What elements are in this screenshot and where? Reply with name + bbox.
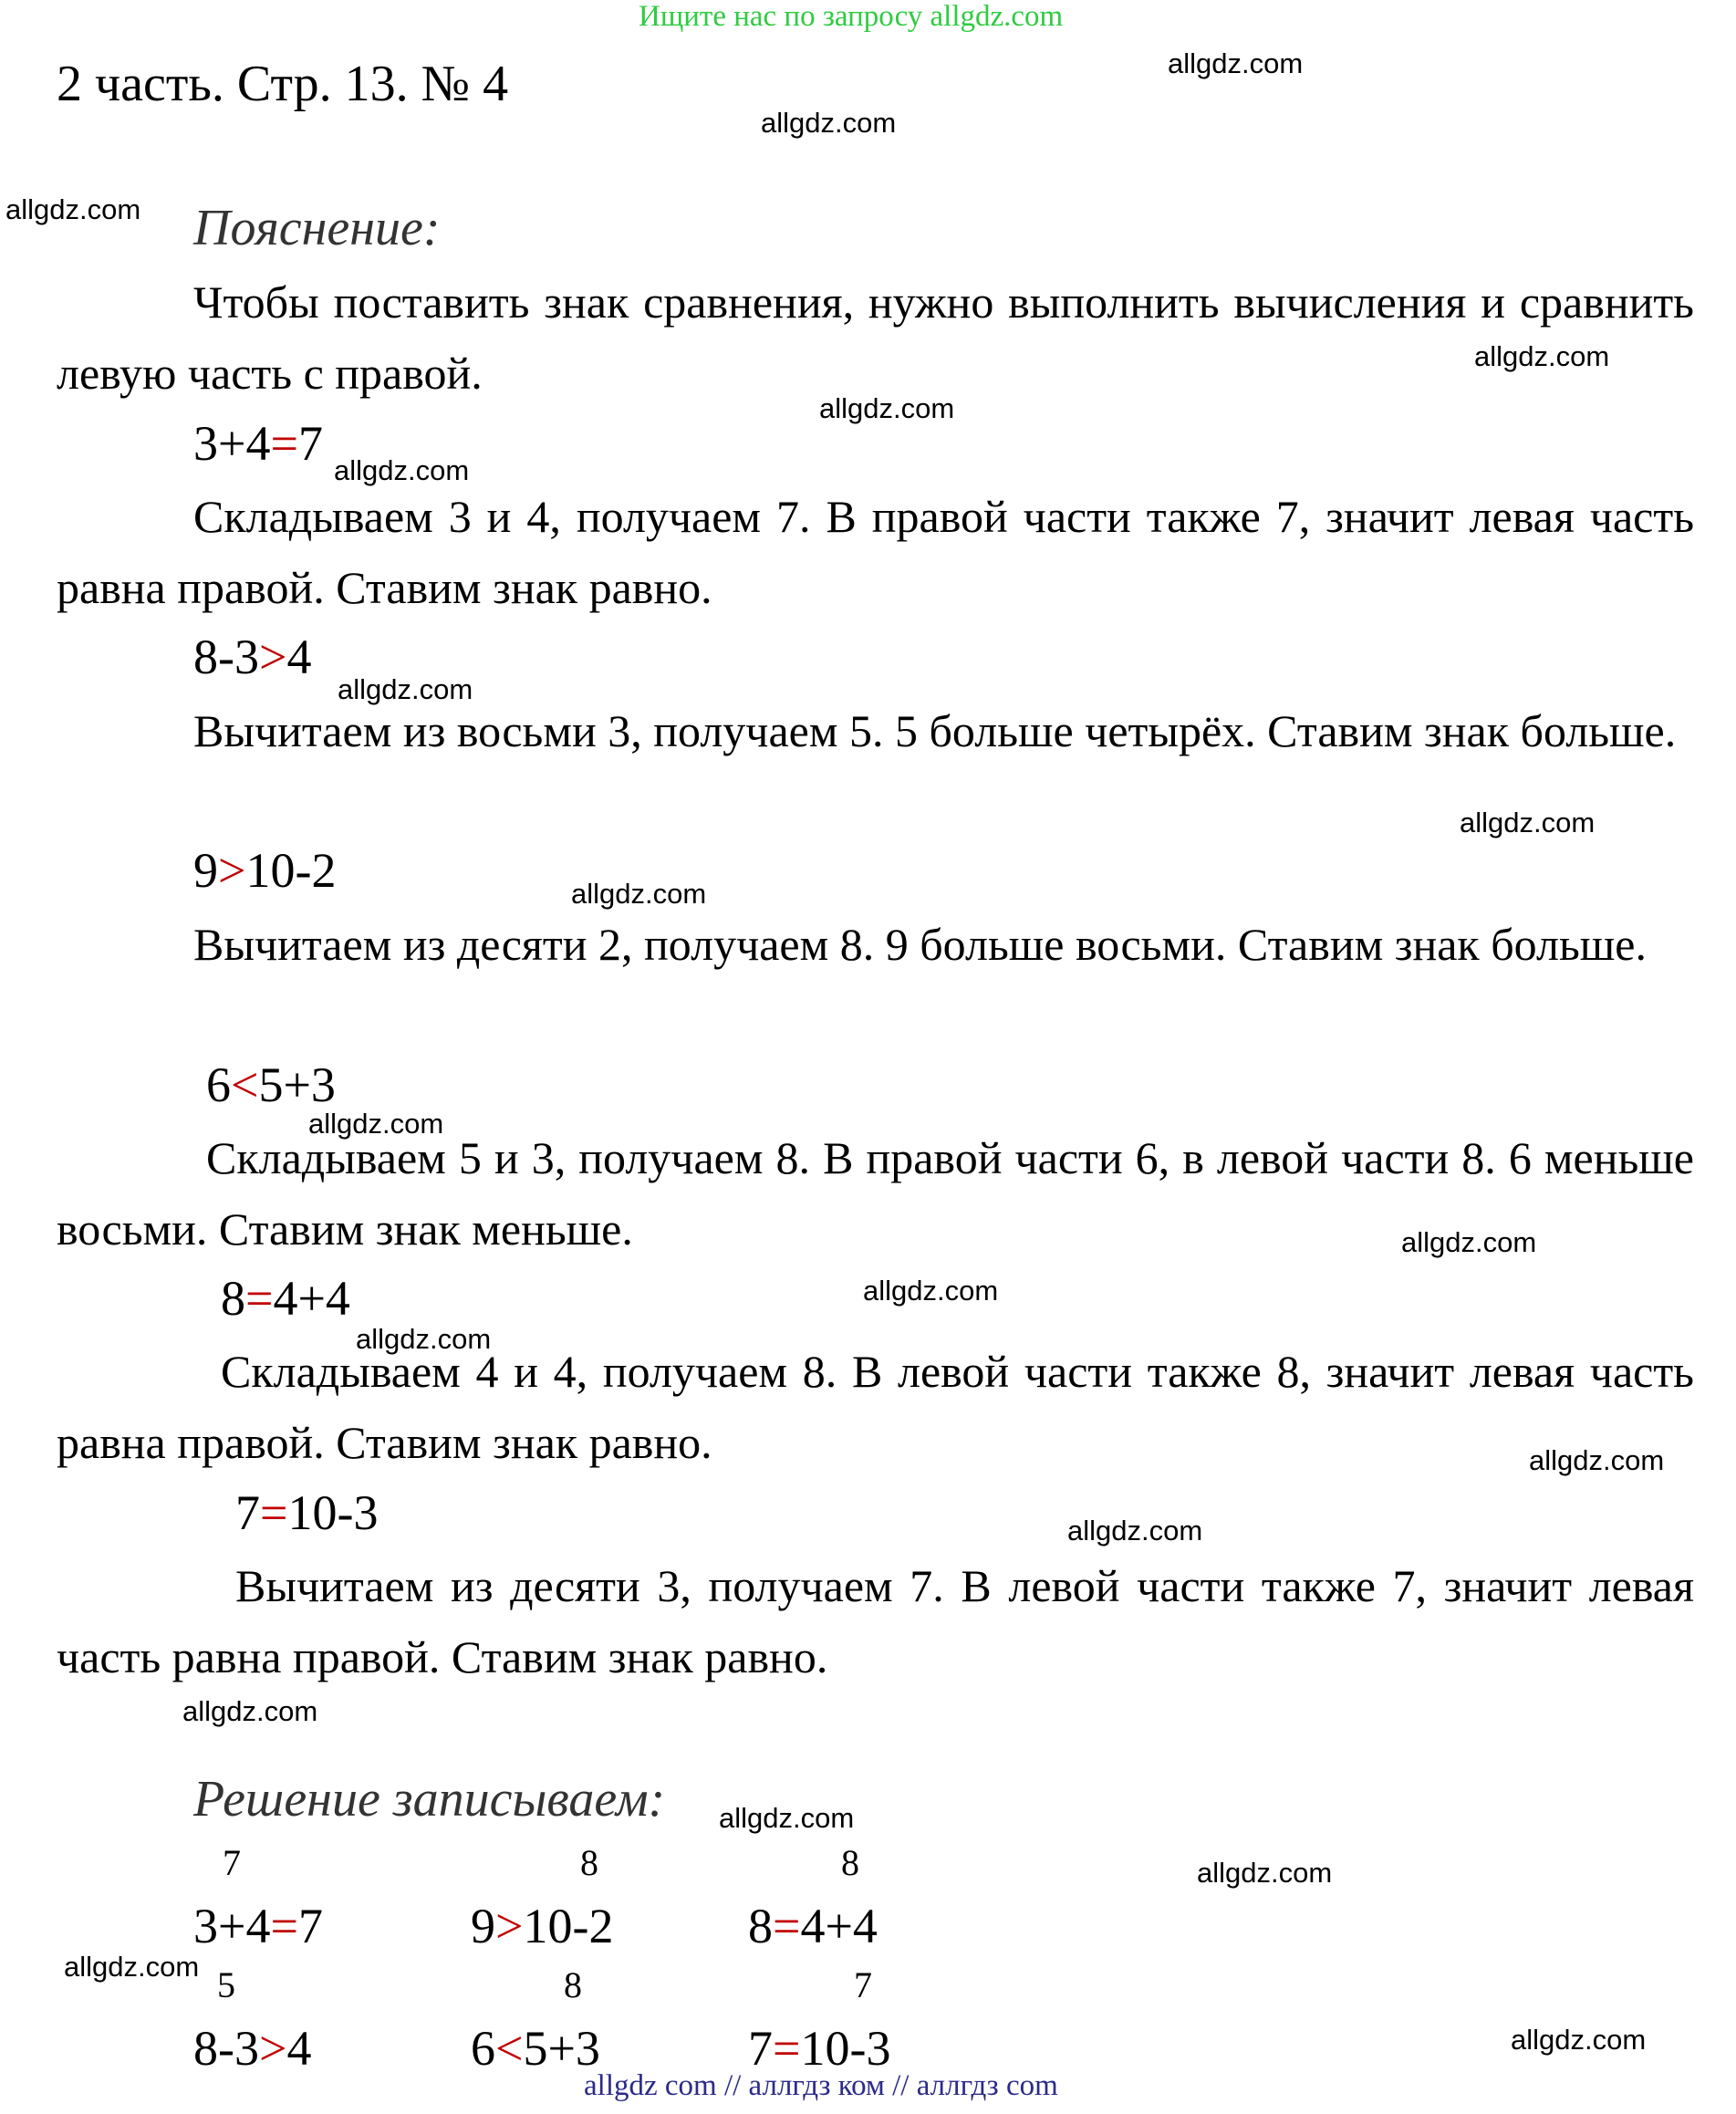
equation: 7=10-3 xyxy=(235,1485,379,1540)
step-explanation: Вычитаем из десяти 2, получаем 8. 9 больше восьми. Ставим знак больше. xyxy=(193,919,1647,970)
equation: 8=4+4 xyxy=(221,1271,350,1326)
watermark: allgdz.com xyxy=(1168,47,1304,79)
solution-equation: 8=4+4 xyxy=(748,1899,878,1953)
comparison-sign: > xyxy=(258,630,287,684)
result-note: 8 xyxy=(580,1842,598,1883)
solution-heading: Решение записываем: xyxy=(193,1771,666,1828)
comparison-sign: = xyxy=(260,1485,288,1540)
result-note: 8 xyxy=(841,1842,859,1883)
explanation-heading: Пояснение: xyxy=(193,200,441,256)
top-banner: Ищите нас по запросу allgdz.com xyxy=(639,0,1064,33)
watermark: allgdz.com xyxy=(338,673,473,705)
watermark: allgdz.com xyxy=(863,1275,999,1307)
comparison-sign: > xyxy=(258,2021,287,2076)
step-explanation: Вычитаем из восьми 3, получаем 5. 5 больше четырёх. Ставим знак больше. xyxy=(193,705,1677,756)
comparison-sign: > xyxy=(495,1899,524,1953)
solution-equation: 7=10-3 xyxy=(748,2021,891,2076)
watermark: allgdz.com xyxy=(182,1695,318,1727)
solution-equation: 9>10-2 xyxy=(471,1899,614,1953)
step-explanation: Складываем 4 и 4, получаем 8. В левой части также 8, значит левая часть равна правой. Ставим знак равно. xyxy=(57,1346,1694,1468)
watermark: allgdz.com xyxy=(5,193,141,225)
equation: 9>10-2 xyxy=(193,843,337,898)
result-note: 7 xyxy=(223,1842,241,1883)
watermark: allgdz.com xyxy=(308,1108,444,1140)
page-title: 2 часть. Стр. 13. № 4 xyxy=(57,56,509,112)
watermark: allgdz.com xyxy=(1401,1226,1537,1258)
comparison-sign: = xyxy=(773,1899,801,1953)
equation: 8-3>4 xyxy=(193,630,312,684)
equation: 3+4=7 xyxy=(193,416,323,471)
solution-equation: 3+4=7 xyxy=(193,1899,323,1953)
comparison-sign: > xyxy=(218,843,246,898)
comparison-sign: = xyxy=(270,416,298,471)
comparison-sign: < xyxy=(495,2021,524,2076)
result-note: 7 xyxy=(854,1964,872,2005)
result-note: 8 xyxy=(564,1964,582,2005)
watermark: allgdz.com xyxy=(719,1802,855,1834)
comparison-sign: < xyxy=(231,1057,259,1112)
watermark: allgdz.com xyxy=(761,107,897,139)
result-note: 5 xyxy=(217,1964,235,2005)
watermark: allgdz.com xyxy=(64,1951,200,1983)
watermark: allgdz.com xyxy=(1197,1857,1333,1889)
watermark: allgdz.com xyxy=(819,392,955,424)
bottom-banner: allgdz com // аллгдз ком // аллгдз com xyxy=(584,2069,1058,2102)
watermark: allgdz.com xyxy=(334,454,470,486)
step-explanation: Вычитаем из десяти 3, получаем 7. В левой части также 7, значит левая часть равна правой. Ставим знак равно. xyxy=(57,1560,1694,1682)
comparison-sign: = xyxy=(245,1271,274,1326)
intro-paragraph: Чтобы поставить знак сравнения, нужно выполнить вычисления и сравнить левую часть с правой. xyxy=(57,276,1694,399)
equation: 6<5+3 xyxy=(206,1057,336,1112)
watermark: allgdz.com xyxy=(1474,340,1610,372)
step-explanation: Складываем 5 и 3, получаем 8. В правой части 6, в левой части 8. 6 меньше восьми. Ставим знак меньше. xyxy=(57,1132,1694,1255)
watermark: allgdz.com xyxy=(1460,807,1596,838)
watermark: allgdz.com xyxy=(1067,1515,1203,1546)
comparison-sign: = xyxy=(773,2021,801,2076)
watermark: allgdz.com xyxy=(571,878,707,910)
watermark: allgdz.com xyxy=(1529,1444,1665,1476)
solution-equation: 8-3>4 xyxy=(193,2021,312,2076)
comparison-sign: = xyxy=(270,1899,298,1953)
step-explanation: Складываем 3 и 4, получаем 7. В правой части также 7, значит левая часть равна правой. Ставим знак равно. xyxy=(57,491,1694,613)
watermark: allgdz.com xyxy=(356,1323,492,1355)
watermark: allgdz.com xyxy=(1511,2024,1647,2056)
solution-equation: 6<5+3 xyxy=(471,2021,600,2076)
